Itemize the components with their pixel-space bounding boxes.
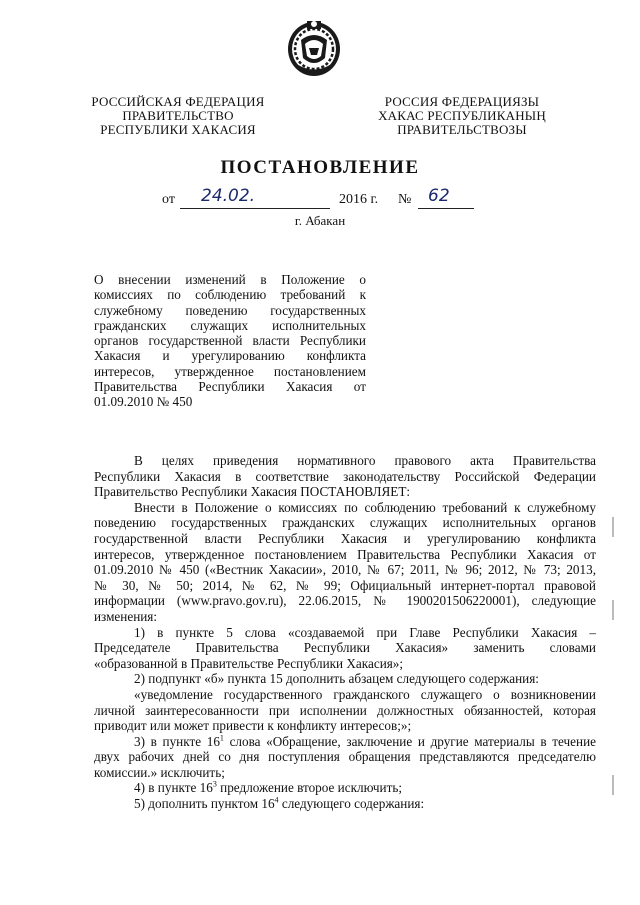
number-sign: № — [398, 192, 412, 207]
header-left-line: РЕСПУБЛИКИ ХАКАСИЯ — [100, 122, 256, 137]
subject-line: О внесении изменений в Положение о — [94, 272, 366, 287]
body-line: «уведомление государственного гражданского служащего о возникновении — [134, 686, 596, 702]
date-prefix: от — [162, 192, 175, 207]
item4-sup: 3 — [212, 780, 217, 790]
header-right — [362, 95, 562, 137]
item3-start: 3) в пункте 16 — [134, 733, 220, 749]
body-line: интересов, утвержденное постановлением Правительства Республики Хакасия от — [94, 546, 596, 562]
subject-line: комиссиях по соблюдению требований к — [94, 287, 366, 303]
body-line: личной заинтересованности при исполнении должностных обязанностей, которая — [94, 702, 596, 718]
body-line — [94, 734, 596, 750]
body-line: 2) подпункт «б» пункта 15 дополнить абзацем следующего содержания: — [134, 671, 539, 687]
body-line: 1) в пункте 5 слова «создаваемой при Главе Республики Хакасия – — [134, 624, 596, 640]
body-line: поведению государственных гражданских служащих исполнительных органов — [94, 515, 596, 531]
body-line: государственной власти Республики Хакасия и урегулированию конфликта — [94, 530, 596, 546]
scan-mark — [612, 775, 614, 795]
header-right-line: РОССИЯ ФЕДЕРАЦИЯЗЫ — [384, 94, 540, 109]
document-subject — [94, 272, 366, 410]
subject-line: интересов, утвержденное постановлением — [94, 363, 366, 379]
body-line: Правительство Республики Хакасия ПОСТАНОВЛЯЕТ: — [94, 484, 411, 500]
subject-line: Хакасия и урегулированию конфликта — [94, 348, 366, 364]
item5-sup: 4 — [274, 796, 279, 805]
body-line: комиссии.» исключить; — [94, 764, 225, 780]
body-line: информации (www.pravo.gov.ru), 22.06.2015, № 1900201506220001), следующие — [94, 593, 596, 609]
subject-line: служебному поведению государственных — [94, 302, 366, 318]
body-line: 01.09.2010 № 450 («Вестник Хакасии», 2010, № 67; 2011, № 96; 2012, № 73; 2013, — [94, 562, 596, 578]
body-line: Республики Хакасия в соответствие законодательству Российской Федерации — [94, 468, 596, 484]
subject-line: гражданских служащих исполнительных — [94, 317, 366, 333]
body-line: изменения: — [94, 608, 158, 624]
document-body — [94, 453, 596, 812]
body-line: В целях приведения нормативного правового акта Правительства — [134, 453, 596, 468]
item5-start: 5) дополнить пунктом 16 — [134, 796, 275, 812]
handwritten-date: 24.02. — [201, 186, 256, 206]
header-left — [78, 95, 278, 137]
body-line — [94, 780, 596, 796]
handwritten-number: 62 — [428, 186, 450, 206]
document-title: ПОСТАНОВЛЕНИЕ — [220, 157, 420, 178]
city-label: г. Абакан — [294, 213, 346, 228]
scan-mark — [612, 517, 614, 537]
item3-sup: 1 — [219, 733, 224, 743]
subject-line: органов государственной власти Республики — [94, 333, 366, 349]
body-line: Председателе Правительства Республики Хакасия» заменить словами — [94, 640, 596, 656]
scan-mark — [612, 600, 614, 620]
item5-rest: следующего содержания: — [278, 796, 425, 812]
item4-start: 4) в пункте 16 — [134, 780, 213, 796]
body-line — [94, 796, 596, 812]
header-left-line: РОССИЙСКАЯ ФЕДЕРАЦИЯ — [91, 94, 265, 109]
coat-of-arms-icon — [285, 18, 343, 78]
item3-rest: слова «Обращение, заключение и другие материалы в течение — [223, 733, 596, 749]
subject-line: Правительства Республики Хакасия от — [94, 379, 366, 395]
body-line: № 30, № 50; 2014, № 62, № 99; Официальный интернет-портал правовой — [94, 577, 596, 593]
body-line: двух рабочих дней со дня поступления обращения представляются председателю — [94, 749, 596, 765]
body-line: «образованной в Правительстве Республики Хакасия»; — [94, 655, 404, 671]
item4-rest: предложение второе исключить; — [216, 780, 403, 796]
body-line: приводит или может привести к конфликту интересов;»; — [94, 718, 412, 734]
body-line: Внести в Положение о комиссиях по соблюдению требований к служебному — [134, 499, 596, 515]
header-right-line: ХАКАС РЕСПУБЛИКАНЫҢ — [378, 108, 546, 123]
subject-line: 01.09.2010 № 450 — [94, 394, 193, 410]
year-label: 2016 г. — [339, 192, 379, 207]
header-right-line: ПРАВИТЕЛЬСТВОЗЫ — [397, 122, 527, 137]
header-left-line: ПРАВИТЕЛЬСТВО — [122, 108, 234, 123]
